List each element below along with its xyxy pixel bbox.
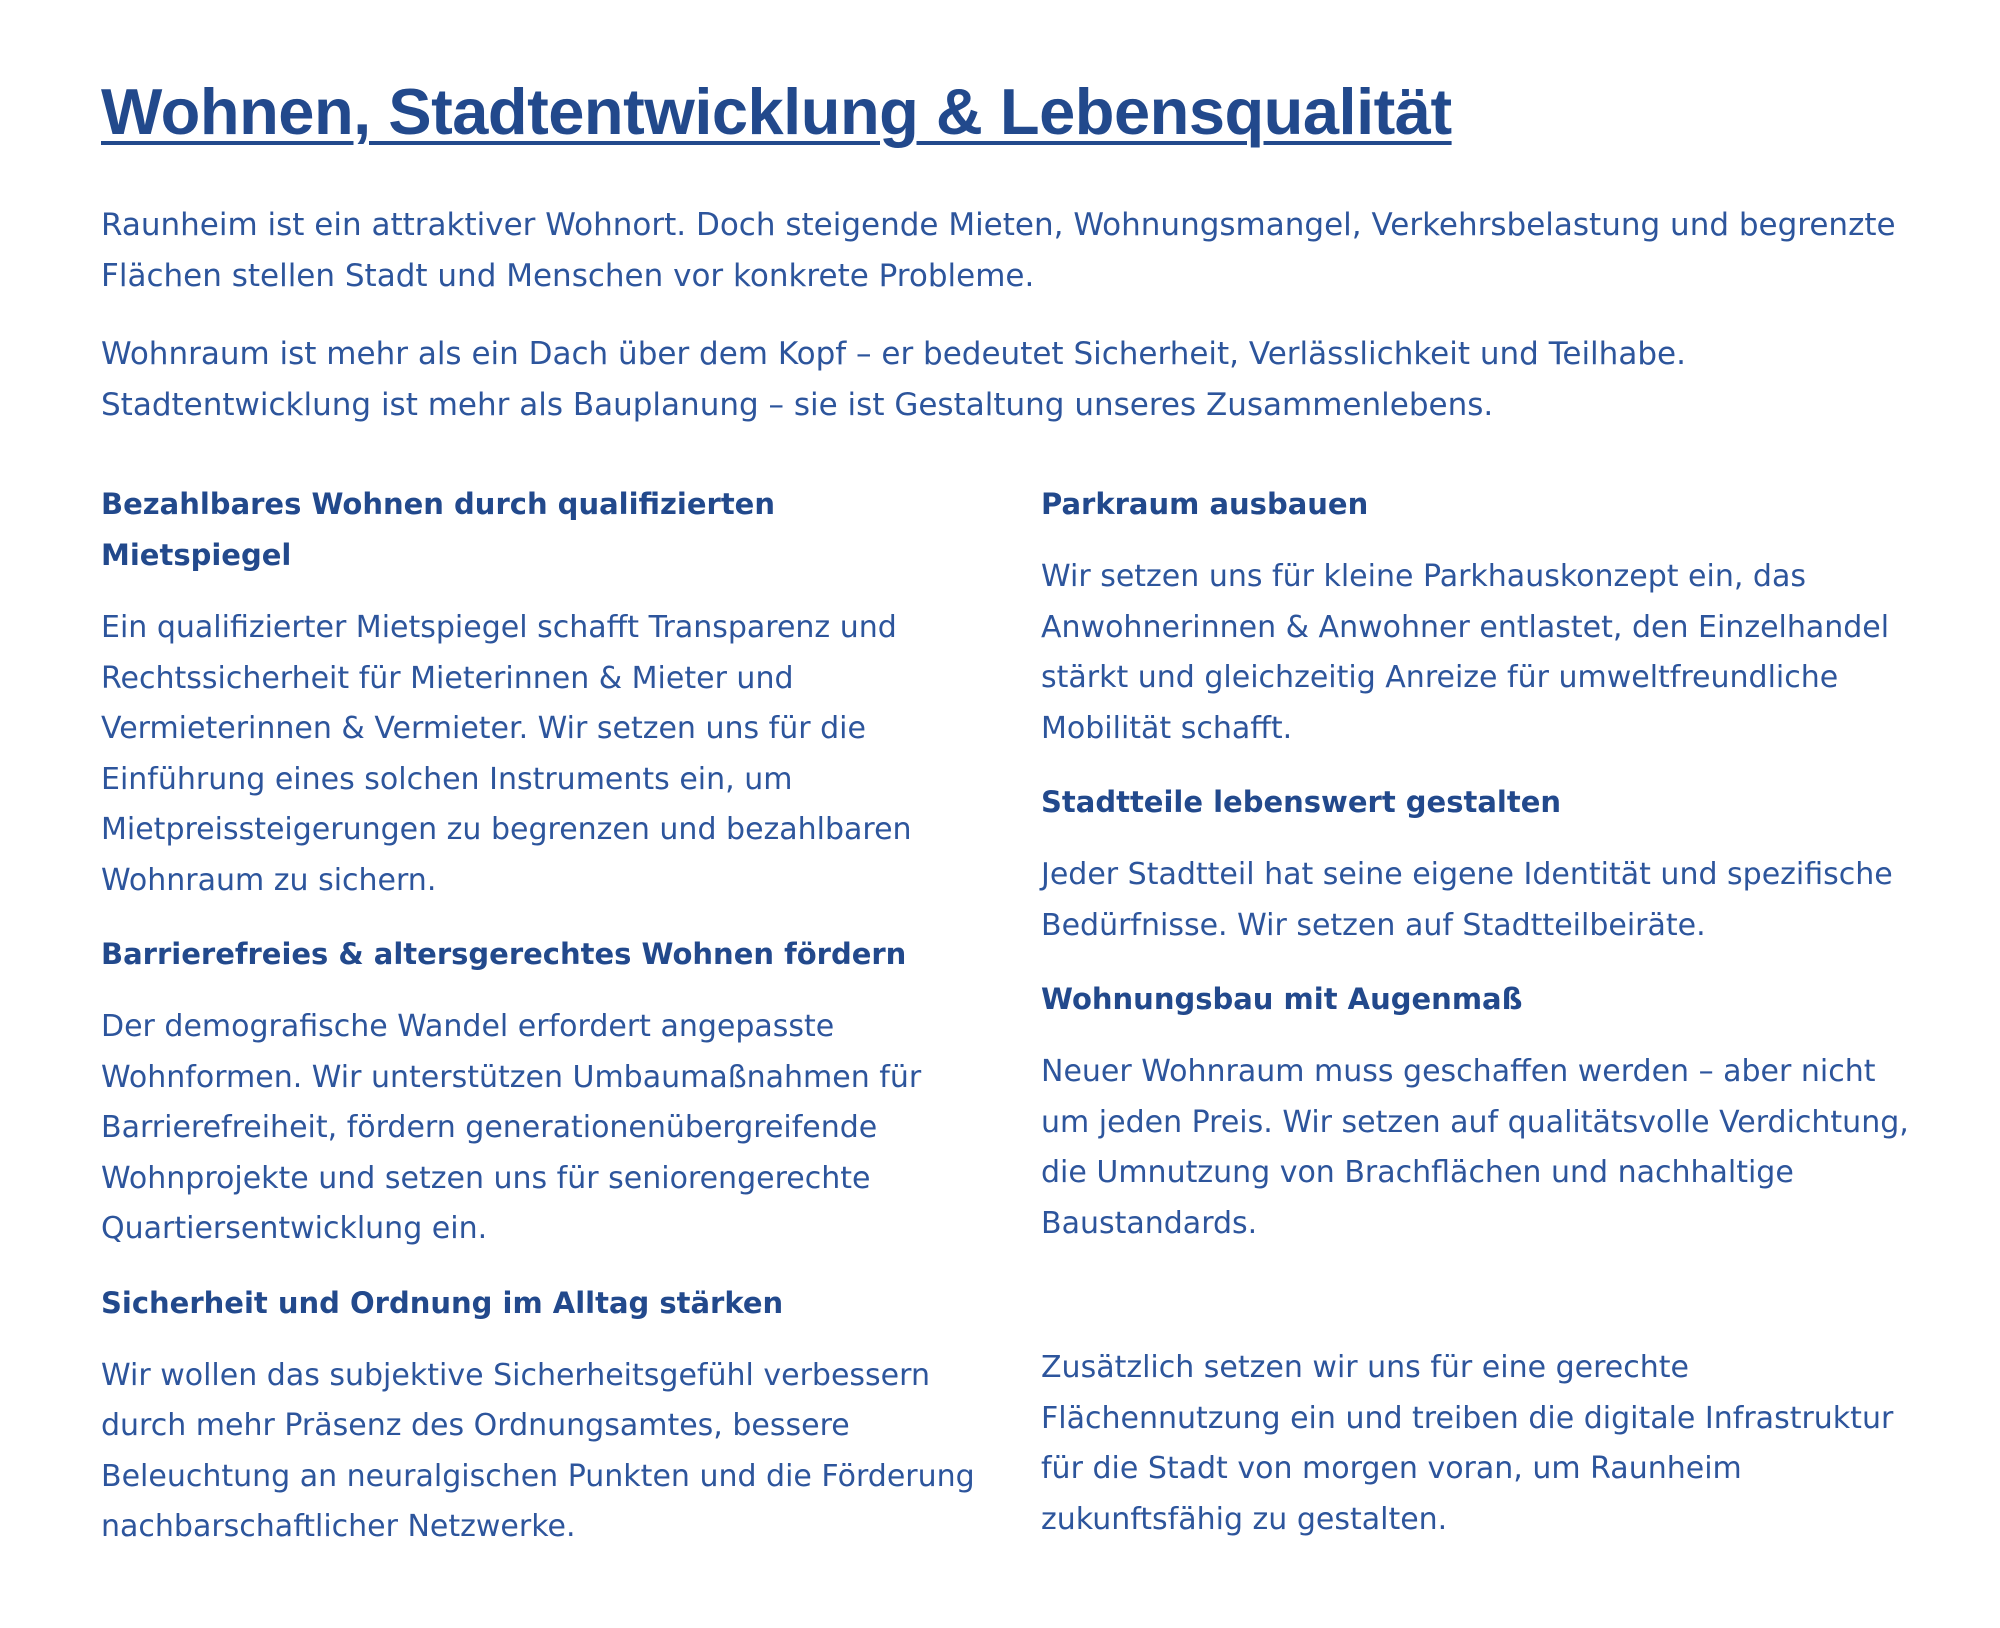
section-text: Ein qualifizierter Mietspiegel schafft Transparenz und Rechtssicherheit für Mieterinnen & Mieter und Vermieterinnen & Vermieter. Wir setzen uns für die Einführung eines solchen Instruments ein, um Mietpreissteigerungen zu begrenzen und bezahlbaren Wohnraum zu sichern. <box>101 610 912 898</box>
section-text: Neuer Wohnraum muss geschaffen werden – aber nicht um jeden Preis. Wir setzen auf qualitätsvolle Verdichtung, die Umnutzung von Brachflächen und nachhaltige Baustandards. <box>1041 1054 1909 1241</box>
section-mietspiegel <box>101 479 1001 906</box>
section-heading: Wohnungsbau mit Augenmaß <box>1041 982 1523 1016</box>
section-text: Wir setzen uns für kleine Parkhauskonzept ein, das Anwohnerinnen & Anwohner entlastet, den Einzelhandel stärkt und gleichzeitig Anreize für umweltfreundliche Mobilität schafft. <box>1041 559 1890 746</box>
section-sicherheit <box>101 1278 1001 1553</box>
intro-paragraph-1: Raunheim ist ein attraktiver Wohnort. Doch steigende Mieten, Wohnungsmangel, Verkehrsbelastung und begrenzte Flächen stellen Stadt und Menschen vor konkrete Probleme. <box>101 207 1896 294</box>
section-text: Der demografische Wandel erfordert angepasste Wohnformen. Wir unterstützen Umbaumaßnahmen für Barrierefreiheit, fördern generationenübergreifende Wohnprojekte und setzen uns für seniorengerechte Quartiersentwicklung ein. <box>101 1009 922 1246</box>
section-wohnungsbau <box>1041 974 1921 1249</box>
intro-paragraph-2: Wohnraum ist mehr als ein Dach über dem Kopf – er bedeutet Sicherheit, Verlässlichkeit und Teilhabe. Stadtentwicklung ist mehr als Bauplanung – sie ist Gestaltung unseres Zusammenlebens. <box>101 336 1686 423</box>
section-heading: Stadtteile lebenswert gestalten <box>1041 785 1562 819</box>
section-stadtteile <box>1041 777 1921 951</box>
section-text: Jeder Stadtteil hat seine eigene Identität und spezifische Bedürfnisse. Wir setzen auf Stadtteilbeiräte. <box>1041 857 1893 943</box>
section-barrierefrei <box>101 929 1001 1255</box>
closing-paragraph: Zusätzlich setzen wir uns für eine gerechte Flächennutzung ein und treiben die digitale Infrastruktur für die Stadt von morgen voran, um Raunheim zukunftsfähig zu gestalten. <box>1041 1350 1894 1537</box>
page-title[interactable]: Wohnen, Stadtentwicklung & Lebensqualität <box>101 75 1452 148</box>
left-column <box>101 479 1001 1553</box>
section-text: Wir wollen das subjektive Sicherheitsgefühl verbessern durch mehr Präsenz des Ordnungsamtes, bessere Beleuchtung an neuralgischen Punkten und die Förderung nachbarschaftlicher Netzwerke. <box>101 1357 975 1544</box>
section-parkraum <box>1041 479 1921 754</box>
right-column <box>1041 479 1921 1249</box>
section-heading: Bezahlbares Wohnen durch qualifizierten Mietspiegel <box>101 487 775 572</box>
section-heading: Sicherheit und Ordnung im Alltag stärken <box>101 1285 784 1320</box>
section-heading: Parkraum ausbauen <box>1041 487 1369 521</box>
section-heading: Barrierefreies & altersgerechtes Wohnen fördern <box>101 937 907 971</box>
